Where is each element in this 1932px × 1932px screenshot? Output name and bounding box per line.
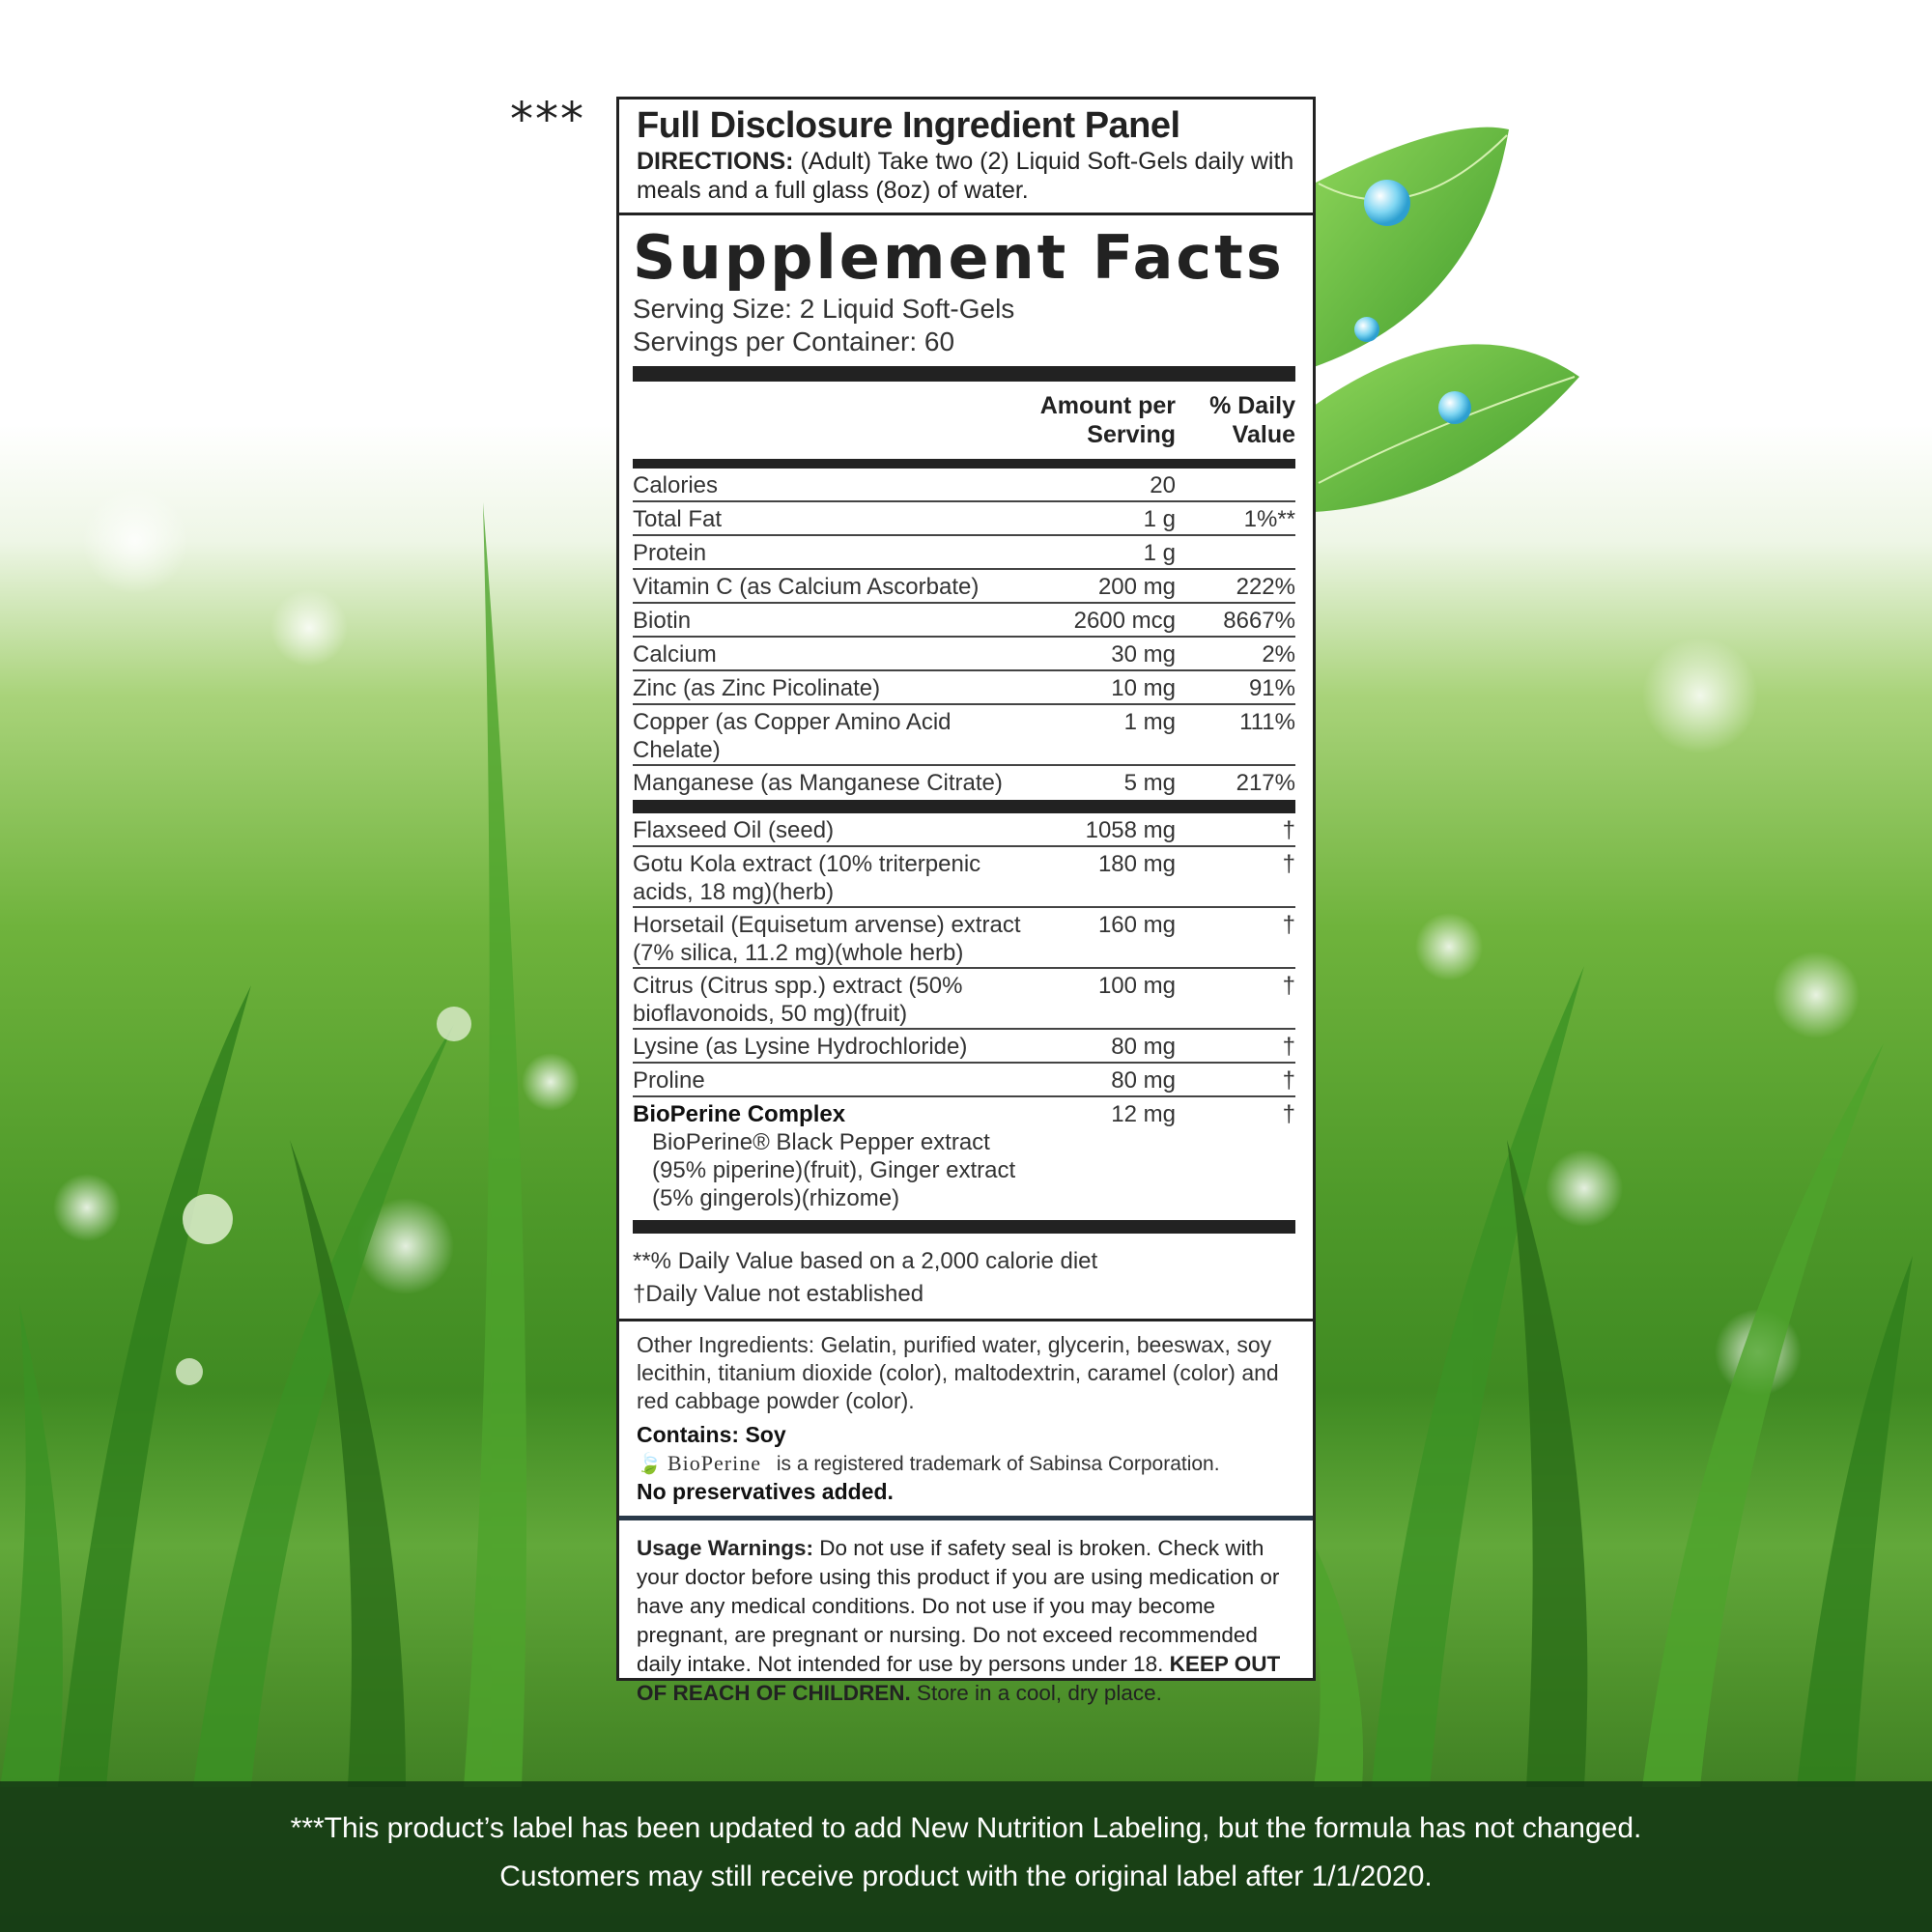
facts-header-row: [633, 382, 1295, 459]
leaves-decoration: [1314, 128, 1579, 512]
warnings-text: Do not use if safety seal is broken. Check with your doctor before using this product if you are using medication or have any medical conditions. Do not use if you may become pregnant, are pregnant or nursing. Do not exceed recommended daily intake. Not intended for use by persons under 18.: [637, 1536, 1280, 1676]
footer-line-1: ***This product’s label has been updated to add New Nutrition Labeling, but the formula has not changed.: [290, 1812, 1642, 1844]
row-amount: 100 mg: [1097, 973, 1176, 999]
row-amount: 1 mg: [1123, 709, 1176, 735]
no-preservatives: No preservatives added.: [637, 1479, 894, 1504]
asterisk-marker: ***: [510, 93, 585, 147]
supplement-label-panel: [616, 97, 1316, 1705]
nutrient-list: [633, 469, 1295, 800]
row-daily-value: †: [1282, 973, 1295, 999]
directions: [637, 147, 1295, 205]
warnings-label: Usage Warnings:: [637, 1536, 813, 1560]
contains-allergen: Contains: Soy: [637, 1422, 786, 1447]
table-row: [633, 705, 1295, 766]
row-amount: 1058 mg: [1085, 817, 1176, 843]
row-amount: 1 g: [1143, 540, 1176, 566]
row-name: Gotu Kola extract (10% triterpenic acids, 18 mg)(herb): [633, 851, 981, 905]
keep-out-warning: KEEP OUT OF REACH OF CHILDREN.: [637, 1652, 1281, 1705]
table-row: [633, 570, 1295, 604]
row-name: Protein: [633, 540, 707, 566]
bioperine-amount: 12 mg: [1111, 1101, 1176, 1127]
disclosure-title: Full Disclosure Ingredient Panel: [637, 105, 1180, 146]
directions-text: (Adult) Take two (2) Liquid Soft-Gels daily with meals and a full glass (8oz) of water.: [637, 148, 1294, 204]
row-daily-value: 91%: [1248, 675, 1295, 701]
row-daily-value: †: [1282, 851, 1295, 877]
table-row: [633, 469, 1295, 502]
bioperine-dv: †: [1282, 1101, 1295, 1127]
table-row: [633, 1064, 1295, 1097]
thick-divider: [633, 1220, 1295, 1234]
bioperine-detail: BioPerine® Black Pepper extract (95% piperine)(fruit), Ginger extract (5% gingerols)(rhizome): [652, 1129, 1016, 1211]
supplement-facts: [619, 215, 1313, 1319]
leaf-icon: 🍃: [637, 1453, 663, 1475]
row-amount: 160 mg: [1097, 912, 1176, 938]
row-daily-value: 1%**: [1243, 506, 1295, 532]
thick-divider: [633, 366, 1295, 382]
dv-header: % Daily Value: [1209, 392, 1295, 448]
row-daily-value: 111%: [1239, 709, 1295, 735]
row-amount: 20: [1150, 472, 1176, 498]
row-daily-value: †: [1282, 817, 1295, 843]
trademark-line: [637, 1449, 1295, 1478]
row-name: Total Fat: [633, 506, 723, 532]
row-name: Copper (as Copper Amino Acid Chelate): [633, 709, 952, 763]
row-daily-value: †: [1282, 1034, 1295, 1060]
directions-label: DIRECTIONS:: [637, 148, 794, 175]
table-row: [633, 813, 1295, 847]
row-daily-value: 2%: [1262, 641, 1295, 668]
row-name: Calcium: [633, 641, 717, 668]
row-amount: 1 g: [1143, 506, 1176, 532]
row-name: Vitamin C (as Calcium Ascorbate): [633, 574, 980, 600]
row-daily-value: †: [1282, 1067, 1295, 1094]
row-name: Proline: [633, 1067, 705, 1094]
row-amount: 80 mg: [1111, 1067, 1176, 1094]
disclosure-section: [619, 99, 1313, 215]
row-name: Biotin: [633, 608, 692, 634]
footnote-dv: **% Daily Value based on a 2,000 calorie diet: [633, 1248, 1098, 1274]
facts-footnotes: [633, 1234, 1295, 1319]
row-name: Zinc (as Zinc Picolinate): [633, 675, 881, 701]
row-daily-value: †: [1282, 912, 1295, 938]
storage-text: Store in a cool, dry place.: [917, 1681, 1162, 1705]
table-row: [633, 536, 1295, 570]
facts-title: Supplement Facts: [633, 222, 1285, 293]
row-amount: 180 mg: [1097, 851, 1176, 877]
other-ingredients: Other Ingredients: Gelatin, purified water, glycerin, beeswax, soy lecithin, titanium dioxide (color), maltodextrin, caramel (color) and red cabbage powder (color).: [637, 1332, 1279, 1413]
row-name: Manganese (as Manganese Citrate): [633, 770, 1003, 796]
ingredient-list: [633, 813, 1295, 1097]
bioperine-row: [633, 1097, 1295, 1212]
table-row: [633, 969, 1295, 1030]
footer-banner: [0, 1781, 1932, 1932]
row-amount: 80 mg: [1111, 1034, 1176, 1060]
thick-divider: [633, 800, 1295, 813]
row-name: Horsetail (Equisetum arvense) extract (7% silica, 11.2 mg)(whole herb): [633, 912, 1021, 966]
row-amount: 5 mg: [1123, 770, 1176, 796]
table-row: [633, 908, 1295, 969]
row-amount: 2600 mcg: [1073, 608, 1176, 634]
row-daily-value: 217%: [1236, 770, 1295, 796]
table-row: [633, 671, 1295, 705]
servings-per-container: Servings per Container: 60: [633, 327, 955, 356]
row-name: Flaxseed Oil (seed): [633, 817, 835, 843]
row-name: Citrus (Citrus spp.) extract (50% bioflavonoids, 50 mg)(fruit): [633, 973, 963, 1027]
bioperine-logo: BioPerine: [668, 1451, 761, 1475]
table-row: [633, 604, 1295, 638]
row-amount: 30 mg: [1111, 641, 1176, 668]
other-ingredients-section: [619, 1319, 1313, 1516]
usage-warnings: [619, 1516, 1313, 1721]
table-row: [633, 638, 1295, 671]
thick-divider: [633, 459, 1295, 469]
table-row: [633, 847, 1295, 908]
bioperine-name: BioPerine Complex: [633, 1101, 846, 1127]
footnote-dagger: †Daily Value not established: [633, 1281, 924, 1307]
table-row: [633, 502, 1295, 536]
serving-size: Serving Size: 2 Liquid Soft-Gels: [633, 294, 1015, 324]
footer-line-2: Customers may still receive product with the original label after 1/1/2020.: [499, 1861, 1433, 1892]
trademark-text: is a registered trademark of Sabinsa Corporation.: [776, 1453, 1220, 1475]
row-daily-value: 8667%: [1223, 608, 1295, 634]
row-amount: 10 mg: [1111, 675, 1176, 701]
table-row: [633, 766, 1295, 800]
row-name: Calories: [633, 472, 719, 498]
amount-header: Amount per Serving: [1039, 392, 1176, 448]
row-name: Lysine (as Lysine Hydrochloride): [633, 1034, 968, 1060]
row-amount: 200 mg: [1097, 574, 1176, 600]
row-daily-value: 222%: [1236, 574, 1295, 600]
table-row: [633, 1030, 1295, 1064]
